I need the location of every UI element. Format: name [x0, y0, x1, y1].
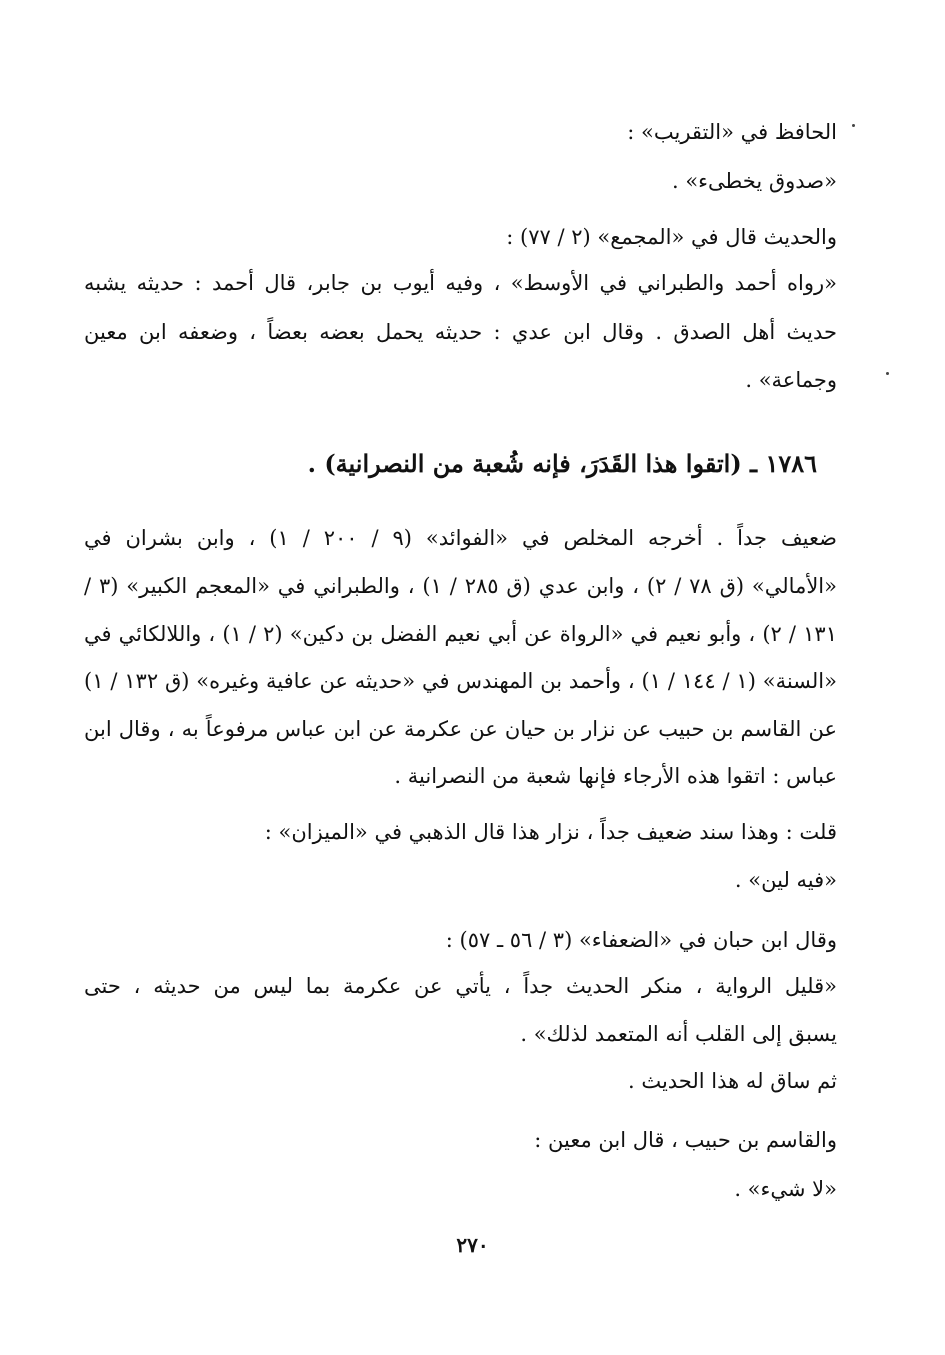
text-line: «رواه أحمد والطبراني في الأوسط» ، وفيه أيوب بن جابر، قال أحمد : حديثه يشبه — [84, 271, 837, 295]
text-line: والحديث قال في «المجمع» (٢ / ٧٧) : — [506, 225, 837, 249]
text-line: «السنة» (١ / ١٤٤ / ١) ، وأحمد بن المهندس في «حديثه عن عافية وغيره» (ق ١٣٢ / ١) — [84, 669, 837, 693]
text-line: وقال ابن حبان في «الضعفاء» (٣ / ٥٦ ـ ٥٧) : — [445, 928, 837, 952]
text-line: ١٣١ / ٢) ، وأبو نعيم في «الرواة عن أبي نعيم الفضل بن دكين» (٢ / ١) ، واللالكائي في — [84, 622, 837, 646]
text-line: «الأمالي» (ق ٧٨ / ٢) ، وابن عدي (ق ٢٨٥ / ١) ، والطبراني في «المعجم الكبير» (٣ / — [84, 574, 837, 598]
text-line: «قليل الرواية ، منكر الحديث جداً ، يأتي عن عكرمة بما ليس من حديثه ، حتى — [84, 974, 837, 998]
text-line: ضعيف جداً . أخرجه المخلص في «الفوائد» (٩ / ٢٠٠ / ١) ، وابن بشران في — [84, 526, 837, 550]
speck-mark — [852, 124, 855, 127]
hadith-heading: ١٧٨٦ ـ (اتقوا هذا القَدَرَ، فإنه شُعبة من النصرانية) . — [307, 449, 817, 478]
text-line: عباس : اتقوا هذه الأرجاء فإنها شعبة من النصرانية . — [394, 764, 837, 788]
text-line: قلت : وهذا سند ضعيف جداً ، نزار هذا قال الذهبي في «الميزان» : — [264, 820, 837, 844]
text-line: «صدوق يخطىء» . — [671, 169, 837, 193]
speck-mark — [886, 372, 889, 375]
text-line: «لا شيء» . — [734, 1177, 837, 1201]
text-line: عن القاسم بن حبيب عن نزار بن حيان عن عكرمة عن ابن عباس مرفوعاً به ، وقال ابن — [84, 717, 837, 741]
text-line: وجماعة» . — [745, 368, 837, 392]
text-line: والقاسم بن حبيب ، قال ابن معين : — [534, 1128, 837, 1152]
text-line: ثم ساق له هذا الحديث . — [627, 1069, 837, 1093]
text-line: «فيه لين» . — [734, 868, 837, 892]
text-line: الحافظ في «التقريب» : — [627, 120, 837, 144]
text-line: حديث أهل الصدق . وقال ابن عدي : حديثه يحمل بعضه بعضاً ، وضعفه ابن معين — [84, 320, 837, 344]
page-number: ٢٧٠ — [456, 1233, 489, 1257]
text-line: يسبق إلى القلب أنه المتعمد لذلك» . — [520, 1022, 837, 1046]
